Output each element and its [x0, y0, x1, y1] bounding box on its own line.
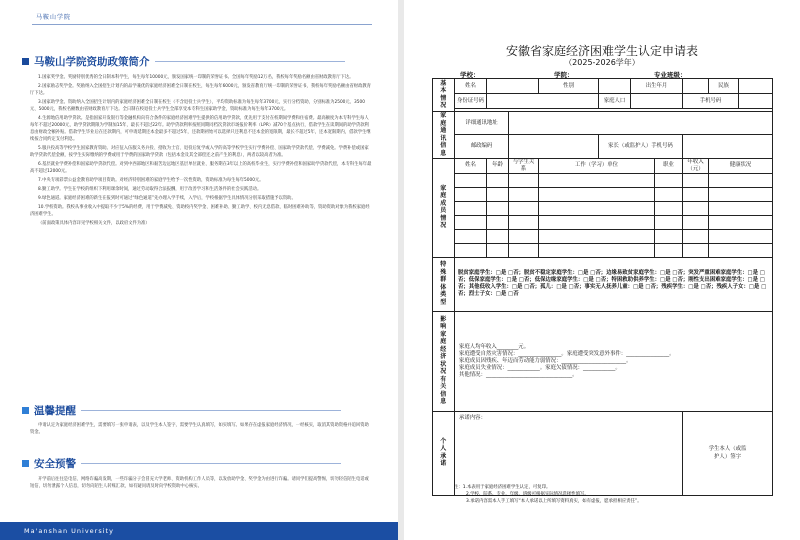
form-notes	[454, 484, 784, 505]
reminder-text	[30, 422, 372, 438]
member-cell[interactable]	[509, 187, 539, 201]
brand-logo: 马鞍山学院	[36, 14, 72, 21]
birth-input[interactable]	[683, 79, 709, 94]
member-header-name: 姓名	[455, 158, 487, 173]
member-row	[433, 201, 773, 215]
members-header-row	[433, 158, 773, 173]
member-row	[433, 229, 773, 243]
member-row	[433, 215, 773, 229]
contact-row-2	[433, 135, 773, 158]
impact-line: 家庭成员失业情况：____________。家庭欠债情况：____________。	[459, 364, 621, 371]
member-cell[interactable]	[487, 243, 509, 257]
member-cell[interactable]	[539, 173, 655, 187]
impact-info-content[interactable]	[455, 311, 773, 411]
basic-row-1	[433, 79, 773, 94]
policy-paragraph: 10.学校资助。我校从事业收入中提取不少于5%的经费，用于学费减免、资助校内奖学金、困难补助、勤工助学、校内无息借款、临时困难补助等，资助资助对象为我校家庭经济困难学生。	[30, 204, 370, 217]
member-cell[interactable]	[509, 201, 539, 215]
member-cell[interactable]	[709, 243, 773, 257]
impact-info-label: 影响家庭经济状况有关信息	[433, 311, 455, 411]
application-form-table	[432, 78, 773, 496]
title-underline	[155, 61, 345, 62]
member-cell[interactable]	[455, 243, 487, 257]
member-header-job: 职业	[655, 158, 683, 173]
special-group-row	[433, 257, 773, 311]
special-group-options[interactable]: 脱贫家庭学生：□是 □否；脱贫不稳定家庭学生：□是 □否；边缘易致贫家庭学生：□是 □否；突发严重困难家庭学生：□是 □否；低保家庭学生：□是 □否；低保边缘家庭学生：□是 □否；特困救助供养学生：□是 □否；刚性支出困难家庭学生：□是 □否；其他低收入学生：□是 □否；孤儿：□是 □否；事实无人抚养儿童：□是 □否；残疾学生：□是 □否；残疾人子女：□是 □否；烈士子女：□是 □否	[455, 257, 773, 311]
left-page	[0, 0, 398, 540]
member-cell[interactable]	[709, 201, 773, 215]
warning-section-title	[22, 456, 341, 471]
postcode-label: 邮政编码	[455, 135, 509, 158]
birth-label: 出生年月	[631, 79, 683, 94]
policy-paragraph: 4.生源地信用助学贷款。是指国家开发银行等金融机构向符合条件的家庭经济困难学生提供的信用助学贷款，优先用于支付在校期间学费和住宿费。最高额度为本专科学生每人每年不超过20000元，助学贷款期限为学制加15年，最长不超过22年。助学贷款利率按照同期同档次贷款市场报价利率（LPR）减70个基点执行，借款学生在读期间的助学贷款利息由财政全额补贴。借款学生毕业后在还款期内，可申请延期还本金最多不超过5年，还款期初始可以选择只还利息不还本金的宽限期，最长不超过5年，还本宽限期内，借款学生继续按合同约定支付利息。	[30, 115, 371, 143]
policy-section-title	[22, 54, 345, 69]
member-cell[interactable]	[487, 215, 509, 229]
policy-title-text: 马鞍山学院资助政策简介	[34, 56, 150, 68]
member-cell[interactable]	[539, 229, 655, 243]
form-subtitle: （2025-2026学年）	[564, 58, 640, 67]
note-line: 3.承诺内容需本人手工填写“本人承诺以上所填写资料真实，如有虚报，愿承担相应责任”。	[466, 499, 642, 504]
contact-row-1	[433, 112, 773, 135]
reminder-section-title	[22, 403, 341, 418]
name-label: 姓名	[455, 79, 487, 94]
title-underline	[81, 463, 341, 464]
gender-input[interactable]	[599, 79, 631, 94]
member-cell[interactable]	[709, 187, 773, 201]
policy-text	[30, 74, 372, 228]
member-cell[interactable]	[655, 243, 683, 257]
postcode-input[interactable]	[509, 135, 599, 158]
id-card-input[interactable]	[487, 94, 599, 109]
member-cell[interactable]	[509, 243, 539, 257]
member-cell[interactable]	[487, 173, 509, 187]
member-cell[interactable]	[539, 187, 655, 201]
guardian-phone-input[interactable]	[683, 135, 773, 158]
right-page	[404, 0, 800, 540]
member-cell[interactable]	[455, 229, 487, 243]
square-bullet-icon	[22, 460, 29, 467]
member-cell[interactable]	[709, 215, 773, 229]
footer-text: Ma'anshan University	[24, 527, 114, 535]
guardian-phone-label: 家长（或监护人）手机号码	[599, 135, 683, 158]
member-cell[interactable]	[709, 229, 773, 243]
name-input[interactable]	[487, 79, 539, 94]
household-label: 家庭人口	[599, 94, 631, 109]
member-cell[interactable]	[655, 201, 683, 215]
member-cell[interactable]	[539, 201, 655, 215]
member-cell[interactable]	[655, 187, 683, 201]
member-header-age: 年龄	[487, 158, 509, 173]
member-cell[interactable]	[509, 215, 539, 229]
member-cell[interactable]	[539, 215, 655, 229]
header-rule	[32, 24, 372, 25]
member-cell[interactable]	[709, 173, 773, 187]
policy-paragraph: 5.服兵役高等学校学生国家教育资助。对应征入伍服义务兵役、招收为士官、退役后复学或入学的高等学校学生实行学费补偿、国家助学贷款代偿、学费减免。学费补偿或国家助学贷款代偿金额，按学生实际缴纳的学费或用于学费的国家助学贷款（包括本金及其全部偿还之前产生的利息），两者以较高者为准。	[30, 146, 369, 159]
member-cell[interactable]	[655, 229, 683, 243]
warning-paragraph: 开学前后往往是电信、网络诈骗高发期，一些诈骗分子会冒充大学老师、资助机构工作人员等，以发放助学金、奖学金为由进行诈骗。请同学们提高警惕，切勿轻信陌生电话或短信，切勿泄露个人信息，切勿向陌生人转账汇款，如有疑问请及时向学校资助中心核实。	[30, 477, 369, 490]
pledge-label: 个人承诺	[433, 411, 455, 495]
note-line: 2.学校、院系、专业、年级、班级可根据实际情况选择性填写。	[466, 492, 589, 497]
major-label: 专业班级：	[654, 71, 687, 79]
basic-row-2	[433, 94, 773, 109]
square-bullet-icon	[22, 407, 29, 414]
school-label: 学校：	[460, 71, 480, 79]
member-cell[interactable]	[683, 187, 709, 201]
ethnicity-input[interactable]	[739, 79, 773, 94]
reminder-title-text: 温馨提醒	[34, 405, 76, 417]
member-header-income: 年收入（元）	[683, 158, 709, 173]
impact-line: 家庭成员因残疾、年迈而劳动能力弱情况：________________________。	[459, 357, 632, 364]
member-cell[interactable]	[455, 201, 487, 215]
member-cell[interactable]	[455, 187, 487, 201]
square-bullet-icon	[22, 58, 29, 65]
impact-line: 家庭人均年收入________元。	[459, 343, 530, 350]
basic-info-label: 基本情况	[433, 79, 455, 112]
pledge-content[interactable]: 承诺内容：	[455, 411, 683, 495]
member-cell[interactable]	[487, 187, 509, 201]
reminder-paragraph: 申请认定为家庭经济困难学生，需要填写一张申请表，以及学生本人签字，需要学生认真填写，如实填写。如果存在虚报家庭经济情况，一经核实，取消其资助资格并追回资助资金。	[30, 423, 369, 436]
policy-paragraph: 3.国家助学金。资助纳入全国招生计划内的家庭经济困难全日制在校生（不含退役士兵学生），平均资助标准为每生每年3700元，实行分档资助，分别标准为2500元、3500元、5000元，我校名额数由省财政教育厅下达。全日制在校退役士兵学生全部享受本专科生国家助学金，资助标准为每生每年3700元。	[30, 99, 365, 112]
impact-line: 家庭遭受自然灾害情况：________________。家庭遭受突发意外事件：________________。	[459, 350, 675, 357]
member-cell[interactable]	[683, 201, 709, 215]
ethnicity-label: 民族	[709, 79, 739, 94]
member-cell[interactable]	[509, 173, 539, 187]
member-cell[interactable]	[487, 229, 509, 243]
warning-text	[30, 476, 372, 492]
pledge-row	[433, 411, 773, 495]
form-title: 安徽省家庭经济困难学生认定申请表	[505, 44, 698, 58]
policy-paragraph: 8.勤工助学。学生在学校的组织下利用课余时间，通过劳动取得合法报酬，用于改善学习和生活条件的社会实践活动。	[38, 187, 262, 192]
member-cell[interactable]	[539, 243, 655, 257]
special-group-label: 特殊群体类型	[433, 257, 455, 311]
member-cell[interactable]	[655, 173, 683, 187]
policy-paragraph: （前面政策具体内容详见学校相关文件，以政府文件为准）	[38, 220, 150, 226]
member-header-health: 健康状况	[709, 158, 773, 173]
impact-row	[433, 311, 773, 411]
note-line: 注：1.本表用于家庭经济困难学生认定，可复印。	[454, 485, 551, 490]
member-cell[interactable]	[683, 173, 709, 187]
member-cell[interactable]	[455, 215, 487, 229]
id-card-label: 身份证号码	[455, 94, 487, 109]
family-members-label: 家庭成员情况	[433, 158, 455, 257]
member-cell[interactable]	[683, 229, 709, 243]
gender-label: 性别	[539, 79, 599, 94]
policy-paragraph: 9.绿色通道。家庭经济困难的新生在报到时可通过“绿色通道”先办理入学手续，入学后，学校根据学生具体情况分别采取措施予以资助。	[38, 195, 296, 201]
member-row	[433, 243, 773, 257]
household-input[interactable]	[631, 94, 683, 109]
address-label: 详细通讯地址	[455, 112, 509, 135]
phone-label: 手机号码	[683, 94, 739, 109]
member-cell[interactable]	[683, 243, 709, 257]
member-cell[interactable]	[455, 173, 487, 187]
member-header-workplace: 工作（学习）单位	[539, 158, 655, 173]
member-cell[interactable]	[655, 215, 683, 229]
signature-label: 学生本人（或监护人）签字	[708, 446, 747, 460]
footer-bar	[0, 522, 398, 540]
member-row	[433, 187, 773, 201]
member-cell[interactable]	[683, 215, 709, 229]
warning-title-text: 安全预警	[34, 458, 76, 470]
policy-paragraph: 2.国家励志奖学金。奖励纳入全国招生计划内的品学兼优的家庭经济困难全日制在校生，每生每年6000元，颁发省教育厅统一印制的荣誉证书，我校每年奖励名额由省财政教育厅下达。	[30, 83, 371, 96]
member-row	[433, 173, 773, 187]
policy-paragraph: 6.基层就业学费补偿和国家助学贷款代偿。对到中西部地区和艰苦边远地区基层单位就业、服务期在3年以上的高校毕业生，实行学费补偿和国家助学贷款代偿，本专科生每年最高不超过12000元。	[30, 162, 372, 175]
impact-line: 其他情况：________________________________。	[459, 371, 578, 378]
contact-info-label: 家庭通讯信息	[433, 112, 455, 159]
college-label: 学院：	[554, 71, 574, 79]
member-cell[interactable]	[509, 229, 539, 243]
policy-paragraph: 1.国家奖学金。奖励特别优秀的全日制本科学生，每生每年10000元，颁发国家统一印制的荣誉证书。全国每年奖励12万名，我校每年奖励名额由省财政教育厅下达。	[38, 75, 354, 80]
member-header-relation: 与学生关系	[509, 158, 539, 173]
address-input[interactable]	[509, 112, 773, 135]
phone-input[interactable]	[739, 94, 773, 109]
title-underline	[81, 410, 341, 411]
policy-paragraph: 7.中央专项彩票公益金教育助学项目资助。对经济特别困难的家庭学生给予一次性资助，资助标准为每生每年5000元。	[38, 178, 264, 184]
signature-cell[interactable]	[683, 411, 773, 495]
member-cell[interactable]	[487, 201, 509, 215]
